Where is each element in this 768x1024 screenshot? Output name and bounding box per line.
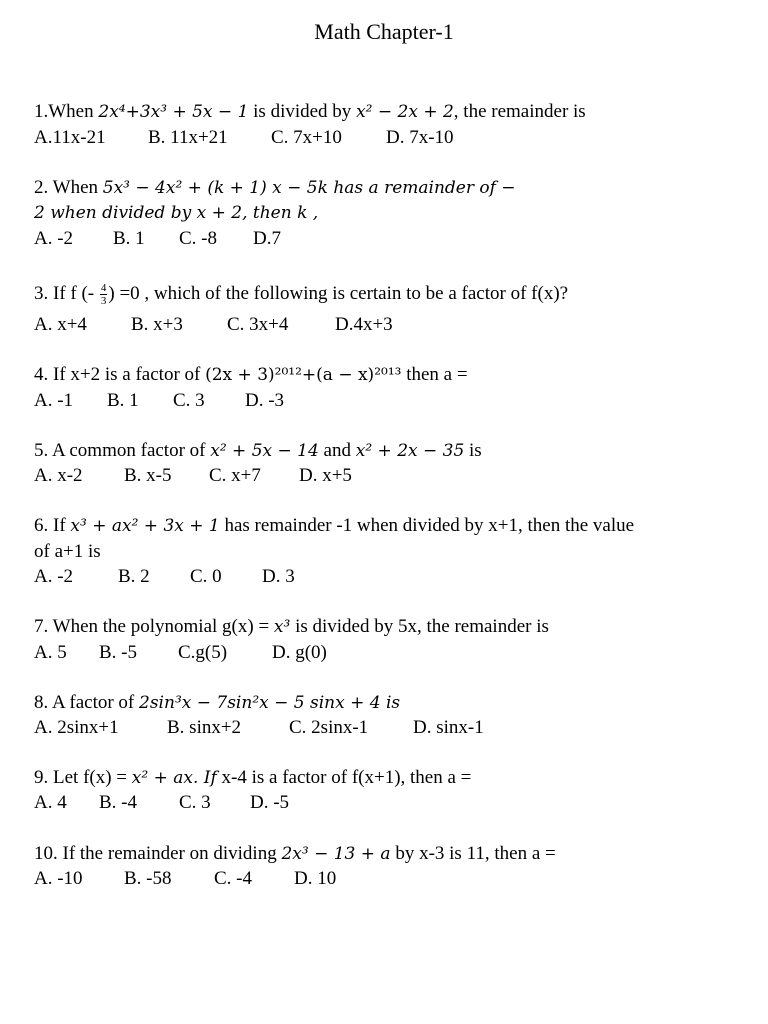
- question-1-option-c[interactable]: C. 7x+10: [271, 127, 342, 148]
- question-10-option-b[interactable]: B. -58: [124, 868, 172, 889]
- question-5-text-mid: and: [318, 440, 356, 461]
- question-4-option-c[interactable]: C. 3: [173, 390, 205, 411]
- question-1-math: 2x⁴+3x³ + 5x − 1: [98, 102, 249, 122]
- question-3-options: [34, 313, 393, 337]
- question-8-option-c[interactable]: C. 2sinx-1: [289, 717, 369, 738]
- question-1-options: [34, 126, 454, 150]
- question-6-text: 6. If: [34, 515, 71, 536]
- question-3-stem: [34, 282, 568, 306]
- question-9-option-b[interactable]: B. -4: [99, 792, 137, 813]
- question-7-option-c[interactable]: C.g(5): [178, 642, 228, 663]
- question-8-math: 2sin³x − 7sin²x − 5 sinx + 4 is: [139, 693, 401, 713]
- question-10-text: 10. If the remainder on dividing: [34, 843, 282, 864]
- question-5-stem: [34, 439, 482, 463]
- question-9-option-a[interactable]: A. 4: [34, 792, 67, 813]
- question-1-math-2: x² − 2x + 2: [356, 102, 454, 122]
- question-5-math: x² + 5x − 14: [210, 441, 319, 461]
- question-2-option-d[interactable]: D.7: [253, 228, 281, 249]
- question-5-option-c[interactable]: C. x+7: [209, 465, 261, 486]
- question-7-text: 7. When the polynomial g(x) =: [34, 616, 274, 637]
- question-8-text: 8. A factor of: [34, 692, 140, 713]
- question-6-math: x³ + ax² + 3x + 1: [70, 516, 220, 536]
- question-4-stem: [34, 363, 468, 387]
- question-4-option-d[interactable]: D. -3: [245, 390, 285, 411]
- question-5-option-a[interactable]: A. x-2: [34, 465, 83, 486]
- question-5-options: [34, 464, 352, 488]
- question-1-option-d[interactable]: D. 7x-10: [386, 127, 454, 148]
- question-6-options: [34, 565, 295, 589]
- page-title: Math Chapter-1: [314, 19, 454, 44]
- question-10-option-c[interactable]: C. -4: [214, 868, 252, 889]
- question-9-math: x² + ax. If: [131, 768, 217, 788]
- question-8-option-d[interactable]: D. sinx-1: [413, 717, 484, 738]
- question-5-option-b[interactable]: B. x-5: [124, 465, 172, 486]
- question-4-option-a[interactable]: A. -1: [34, 390, 74, 411]
- question-2-math: 5x³ − 4x² + (k + 1) x − 5k has a remainder of −: [102, 178, 516, 198]
- question-8-option-b[interactable]: B. sinx+2: [167, 717, 242, 738]
- question-6-text-post: has remainder -1 when divided by x+1, then the value: [219, 515, 635, 536]
- question-6-option-d[interactable]: D. 3: [262, 566, 295, 587]
- question-2-stem: [34, 176, 516, 200]
- question-9-option-c[interactable]: C. 3: [179, 792, 211, 813]
- question-4-option-b[interactable]: B. 1: [107, 390, 139, 411]
- question-2-option-c[interactable]: C. -8: [179, 228, 217, 249]
- question-7-options: [34, 641, 327, 665]
- question-7-option-b[interactable]: B. -5: [99, 642, 137, 663]
- question-2-option-b[interactable]: B. 1: [113, 228, 145, 249]
- question-3-option-c[interactable]: C. 3x+4: [227, 314, 289, 335]
- question-8-option-a[interactable]: A. 2sinx+1: [34, 717, 119, 738]
- question-10-options: [34, 867, 336, 891]
- fraction-denominator: 3: [100, 295, 107, 308]
- question-8-options: [34, 716, 484, 740]
- question-5-text-post: is: [464, 440, 482, 461]
- question-10-text-post: by x-3 is 11, then a =: [390, 843, 556, 864]
- question-4-options: [34, 389, 284, 413]
- question-10-option-a[interactable]: A. -10: [34, 868, 83, 889]
- question-6-option-b[interactable]: B. 2: [118, 566, 150, 587]
- question-1-text: 1.When: [34, 101, 99, 122]
- question-6-stem-line-2: [34, 540, 101, 564]
- question-9-stem: [34, 766, 471, 790]
- question-10-option-d[interactable]: D. 10: [294, 868, 337, 889]
- question-7-option-a[interactable]: A. 5: [34, 642, 67, 663]
- question-1-option-a[interactable]: A.11x-21: [34, 127, 106, 148]
- question-9-text-post: x-4 is a factor of f(x+1), then a =: [216, 767, 472, 788]
- question-5-math-2: x² + 2x − 35: [355, 441, 465, 461]
- question-8-stem: [34, 691, 400, 715]
- question-3-option-a[interactable]: A. x+4: [34, 314, 87, 335]
- question-9-options: [34, 791, 289, 815]
- question-9-text: 9. Let f(x) =: [34, 767, 132, 788]
- question-1-text-post: , the remainder is: [453, 101, 586, 122]
- question-9-option-d[interactable]: D. -5: [250, 792, 290, 813]
- question-7-math: x³: [273, 617, 291, 637]
- fraction-numerator: 4: [100, 282, 107, 295]
- question-10-math: 2x³ − 13 + a: [281, 844, 391, 864]
- question-4-text: 4. If x+2 is a factor of: [34, 364, 206, 385]
- question-6-stem: [34, 514, 634, 538]
- question-7-text-post: is divided by 5x, the remainder is: [290, 616, 549, 637]
- question-6-text-line-2: of a+1 is: [34, 541, 101, 562]
- question-1-option-b[interactable]: B. 11x+21: [148, 127, 228, 148]
- question-6-option-a[interactable]: A. -2: [34, 566, 74, 587]
- question-3-fraction: [100, 282, 108, 307]
- question-10-stem: [34, 842, 556, 866]
- question-7-stem: [34, 615, 549, 639]
- question-1-stem: [34, 100, 586, 124]
- question-2-option-a[interactable]: A. -2: [34, 228, 74, 249]
- question-5-option-d[interactable]: D. x+5: [299, 465, 352, 486]
- question-3-option-d[interactable]: D.4x+3: [335, 314, 393, 335]
- question-2-stem-line-2: [34, 201, 318, 225]
- question-4-math: (2x + 3)²⁰¹²+(a − x)²⁰¹³: [205, 365, 402, 385]
- question-7-option-d[interactable]: D. g(0): [272, 642, 327, 663]
- question-3-text: 3. If f (-: [34, 283, 99, 304]
- question-6-option-c[interactable]: C. 0: [190, 566, 222, 587]
- question-3-text-post: ) =0 , which of the following is certain to be a factor of f(x)?: [108, 283, 569, 304]
- question-4-text-post: then a =: [401, 364, 468, 385]
- question-1-text-mid: is divided by: [248, 101, 357, 122]
- question-5-text: 5. A common factor of: [34, 440, 211, 461]
- question-2-text: 2. When: [34, 177, 103, 198]
- question-3-option-b[interactable]: B. x+3: [131, 314, 183, 335]
- question-2-math-line-2: 2 when divided by x + 2, then k ,: [34, 203, 319, 223]
- question-2-options: [34, 227, 281, 251]
